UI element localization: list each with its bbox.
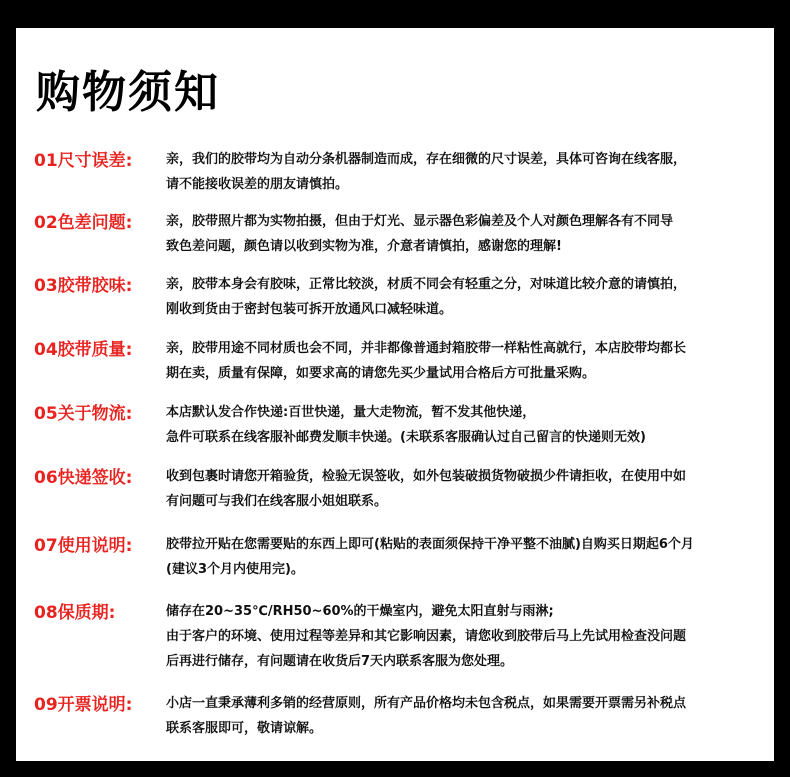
notice-text-line: 本店默认发合作快递:百世快递，量大走物流，暂不发其他快递， — [166, 405, 536, 420]
notice-text-line: 由于客户的环境、使用过程等差异和其它影响因素，请您收到胶带后马上先试用检查没问题 — [166, 629, 687, 644]
notice-text-line: 致色差问题，颜色请以收到实物为准，介意者请慎拍，感谢您的理解! — [166, 239, 562, 254]
notice-label: 07使用说明: — [34, 536, 133, 556]
notice-label: 01尺寸误差: — [34, 151, 133, 171]
notice-text — [166, 336, 766, 386]
notice-text-line: 亲，胶带用途不同材质也会不同，并非都像普通封箱胶带一样粘性高就行，本店胶带均都长 — [166, 341, 687, 356]
notice-text-line: 小店一直秉承薄利多销的经营原则，所有产品价格均未包含税点，如果需要开票需另补税点 — [166, 696, 687, 711]
notice-text-line: 胶带拉开贴在您需要贴的东西上即可(粘贴的表面须保持干净平整不油腻)自购买日期起6个月 — [166, 537, 694, 552]
notice-label: 09开票说明: — [34, 695, 133, 715]
notice-text-line: (建议3个月内使用完)。 — [166, 562, 304, 577]
notice-text-line: 储存在20~35℃/RH50~60%的干燥室内，避免太阳直射与雨淋; — [166, 604, 554, 619]
notice-text-line: 收到包裹时请您开箱验货，检验无误签收，如外包装破损货物破损少件请拒收，在使用中如 — [166, 469, 687, 484]
notice-text — [166, 147, 766, 197]
notice-text-line: 有问题可与我们在线客服小姐姐联系。 — [166, 494, 388, 509]
notice-text — [166, 272, 766, 322]
notice-label: 05关于物流: — [34, 404, 133, 424]
notice-text-line: 亲，我们的胶带均为自动分条机器制造而成，存在细微的尺寸误差，具体可咨询在线客服， — [166, 152, 687, 167]
notice-text — [166, 209, 766, 259]
notice-text — [166, 691, 766, 741]
notice-label: 08保质期: — [34, 603, 116, 623]
notice-text-line: 亲，胶带照片都为实物拍摄，但由于灯光、显示器色彩偏差及个人对颜色理解各有不同导 — [166, 214, 674, 229]
notice-label: 02色差问题: — [34, 213, 133, 233]
notice-label: 06快递签收: — [34, 468, 133, 488]
notice-label: 04胶带质量: — [34, 340, 133, 360]
notice-text — [166, 599, 766, 674]
notice-text-line: 联系客服即可，敬请谅解。 — [166, 721, 323, 736]
notice-text-line: 亲，胶带本身会有胶味，正常比较淡，材质不同会有轻重之分，对味道比较介意的请慎拍， — [166, 277, 687, 292]
notice-text-line: 请不能接收误差的朋友请慎拍。 — [166, 177, 349, 192]
notice-text-line: 急件可联系在线客服补邮费发顺丰快递。(未联系客服确认过自己留言的快递则无效) — [166, 430, 646, 445]
page-title: 购物须知 — [36, 67, 220, 118]
notice-label: 03胶带胶味: — [34, 276, 133, 296]
notice-text-line: 期在卖，质量有保障，如要求高的请您先买少量试用合格后方可批量采购。 — [166, 366, 596, 381]
notice-text-line: 刚收到货由于密封包装可拆开放通风口减轻味道。 — [166, 302, 453, 317]
notice-text — [166, 400, 766, 450]
notice-text — [166, 532, 766, 582]
notice-text-line: 后再进行储存，有问题请在收货后7天内联系客服为您处理。 — [166, 654, 514, 669]
notice-text — [166, 464, 766, 514]
